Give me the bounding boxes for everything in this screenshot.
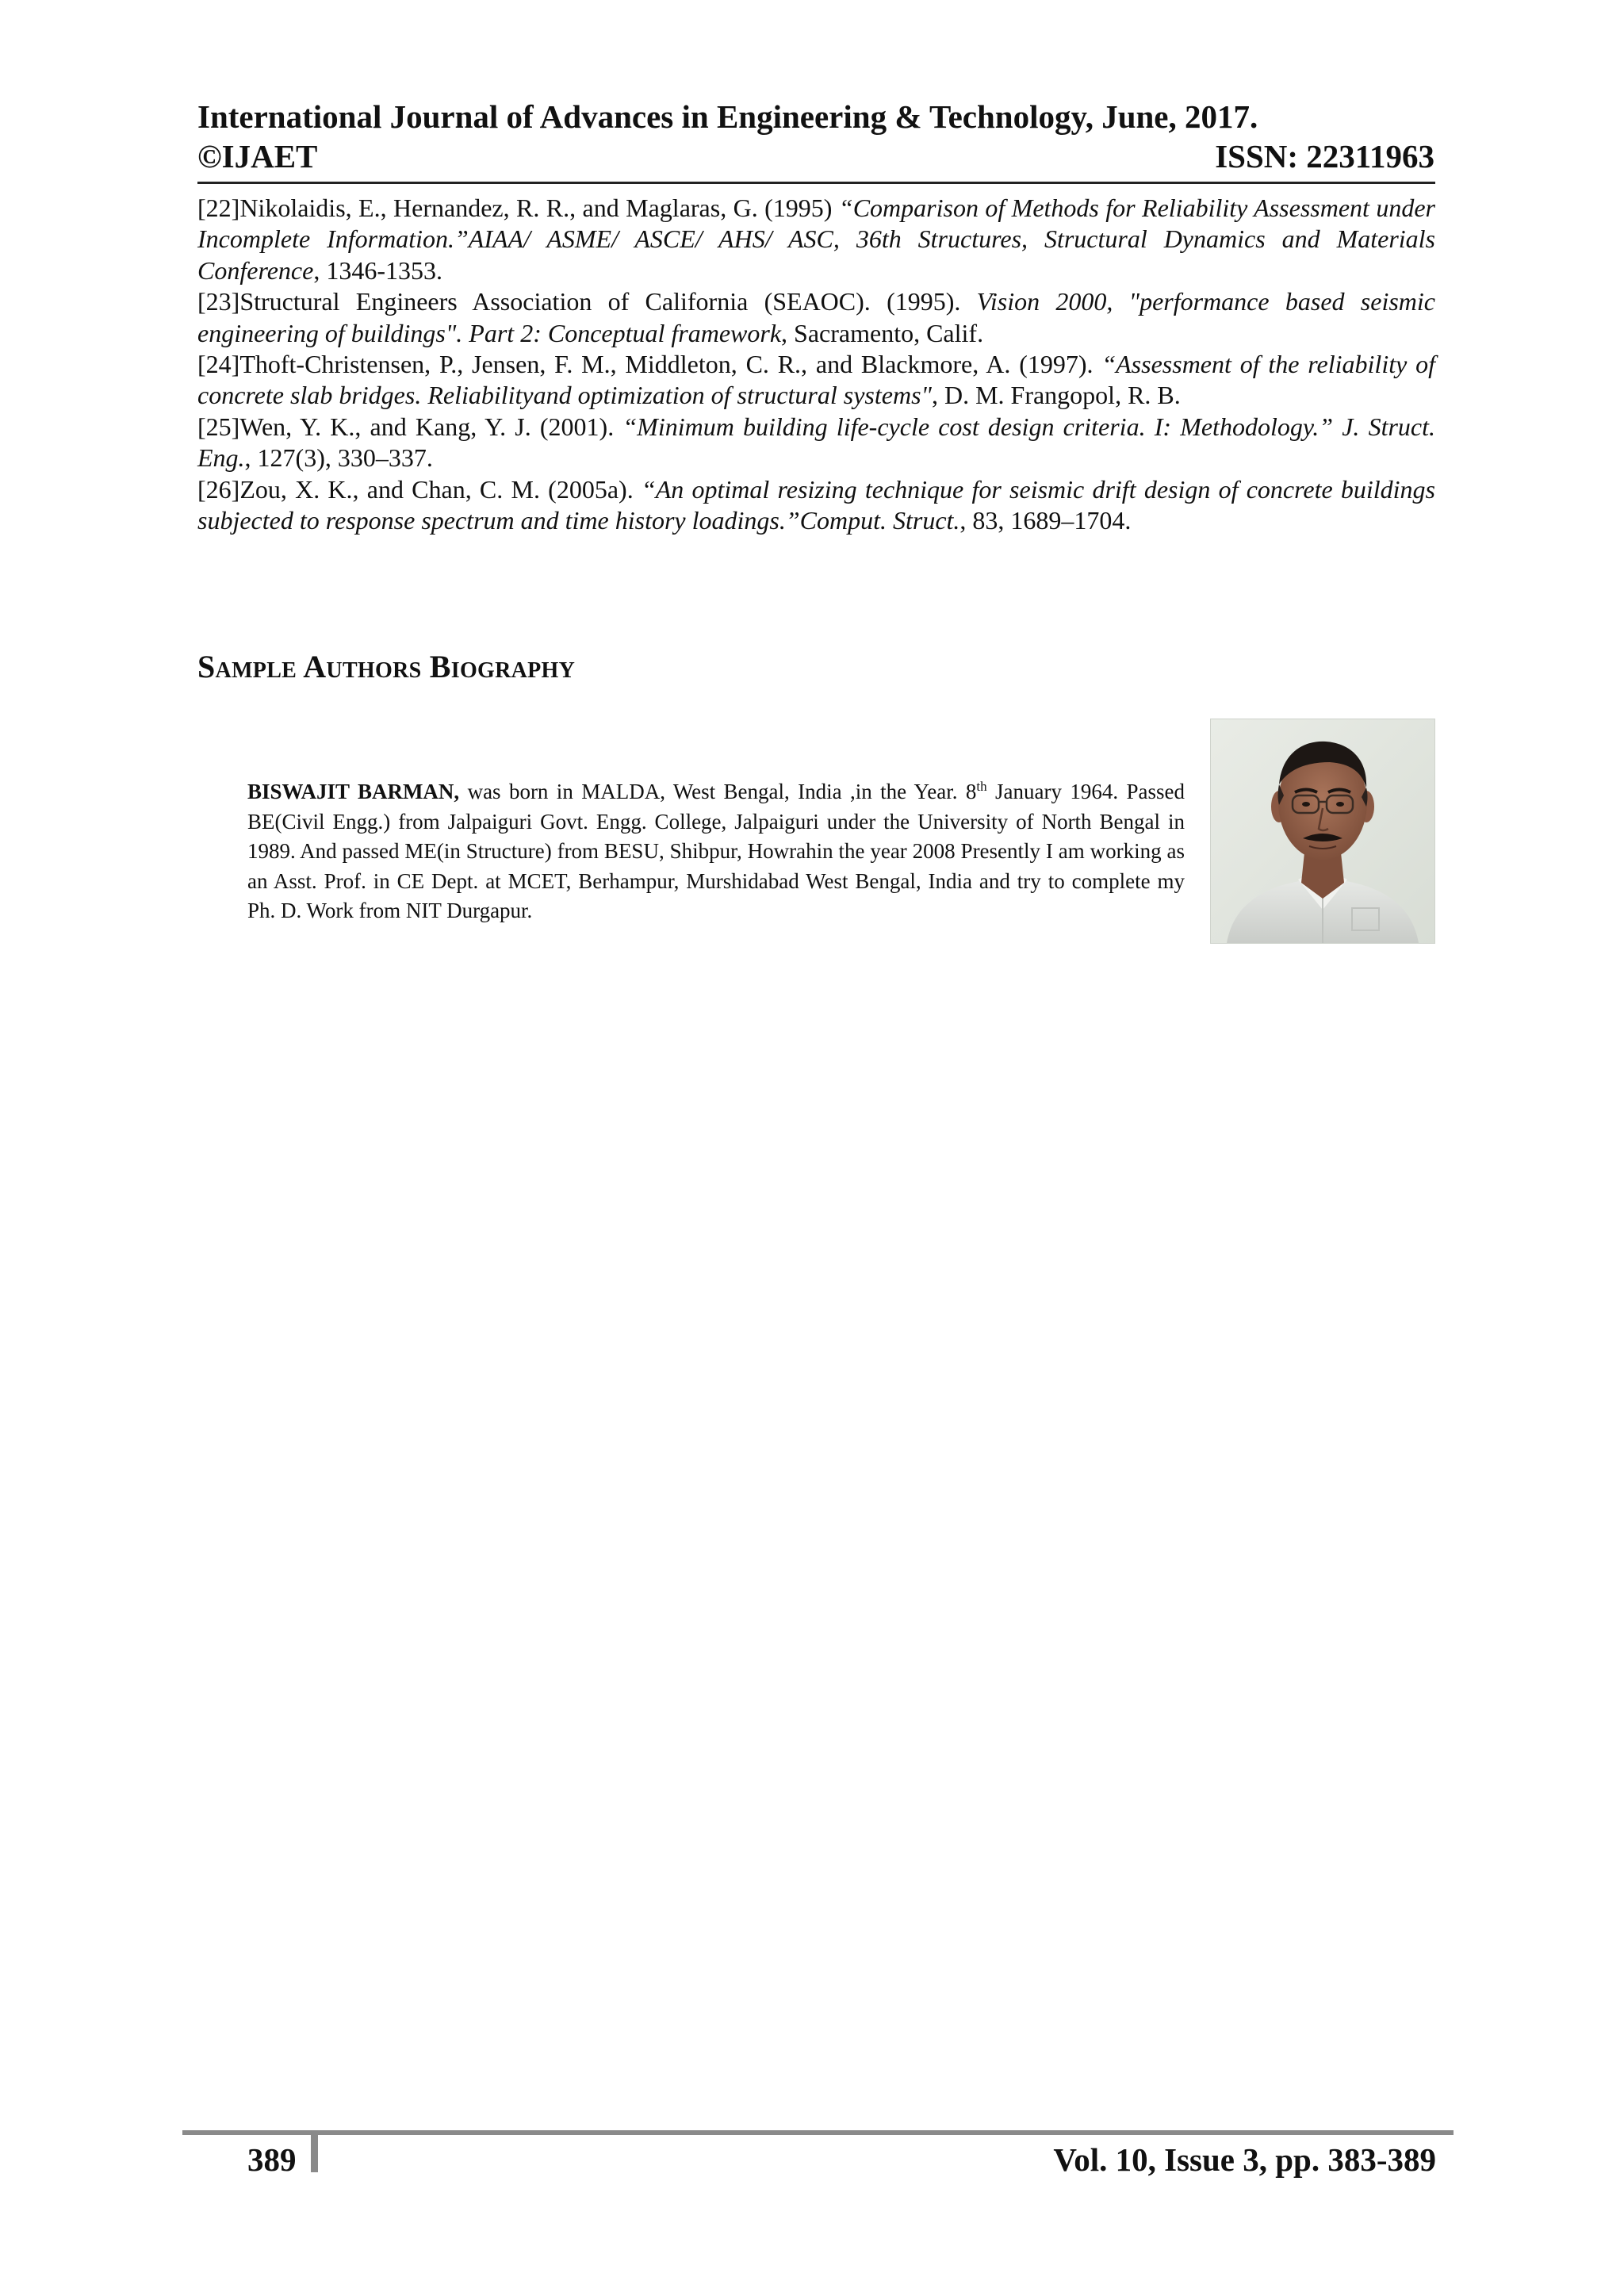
copyright-label: ©IJAET <box>197 138 318 174</box>
reference-details: , 127(3), 330–337. <box>244 443 433 473</box>
reference-title: “Assessment of the reliability of concrete slab bridges. Reliabilityand optimization of structural systems" <box>197 350 1435 410</box>
ordinal-suffix: th <box>976 779 987 794</box>
author-photo <box>1210 719 1435 944</box>
reference-list <box>197 193 1435 536</box>
reference-details: , 83, 1689–1704. <box>959 506 1132 535</box>
journal-title: International Journal of Advances in Engineering & Technology, June, 2017. <box>197 98 1258 135</box>
reference-authors: Zou, X. K., and Chan, C. M. (2005a). <box>239 474 642 504</box>
author-biography <box>247 777 1185 926</box>
reference-item <box>197 193 1435 286</box>
reference-number: [26] <box>197 474 240 504</box>
reference-item <box>197 286 1435 349</box>
reference-title: “An optimal resizing technique for seismic drift design of concrete buildings subjected to response spectrum and time history loadings.”Comput. Struct. <box>197 474 1436 535</box>
reference-number: [22] <box>197 194 240 222</box>
author-name: BISWAJIT BARMAN, <box>247 780 460 803</box>
section-heading: Sample Authors Biography <box>197 649 576 684</box>
reference-details: , 1346-1353. <box>313 255 442 285</box>
biography-text-continued: January 1964. Passed BE(Civil Engg.) from Jalpaiguri Govt. Engg. College, Jalpaiguri under the University of North Bengal in 1989. And passed ME(in Structure) from BESU, Shibpur, Howrahin the year 2008 Presently I am working as an Asst. Prof. in CE Dept. at MCET, Berhampur, Murshidabad West Bengal, India and try to complete my Ph. D. Work from NIT Durgapur. <box>247 780 1185 922</box>
footer-divider <box>182 2130 1454 2135</box>
header-copyright-row <box>197 136 1434 176</box>
reference-item <box>197 474 1435 537</box>
reference-title: “Comparison of Methods for Reliability Assessment under Incomplete Information.”AIAA/ ASME/ ASCE/ AHS/ ASC, 36th Structures, Structural Dynamics and Materials Conference <box>197 194 1436 285</box>
volume-info: Vol. 10, Issue 3, pp. 383-389 <box>1053 2141 1436 2178</box>
reference-details: , Sacramento, Calif. <box>781 318 984 347</box>
page-number: 389 <box>247 2141 297 2178</box>
reference-number: [24] <box>197 350 240 379</box>
reference-title: “Minimum building life-cycle cost design criteria. I: Methodology.” J. Struct. Eng. <box>197 412 1436 473</box>
reference-title: Vision 2000, "performance based seismic engineering of buildings". Part 2: Conceptual framework <box>197 287 1436 347</box>
footer-separator-bar <box>311 2133 318 2172</box>
reference-authors: Wen, Y. K., and Kang, Y. J. (2001). <box>239 412 623 441</box>
reference-number: [23] <box>197 287 240 316</box>
header-divider <box>197 182 1435 184</box>
reference-item <box>197 349 1435 412</box>
reference-number: [25] <box>197 412 240 441</box>
biography-text: was born in MALDA, West Bengal, India ,in the Year. 8 <box>459 780 977 803</box>
reference-item <box>197 412 1435 474</box>
reference-authors: Structural Engineers Association of California (SEAOC). (1995). <box>239 287 977 316</box>
reference-details: , D. M. Frangopol, R. B. <box>931 381 1181 410</box>
reference-authors: Nikolaidis, E., Hernandez, R. R., and Maglaras, G. (1995) <box>239 194 839 222</box>
running-header <box>197 97 1434 176</box>
issn-label: ISSN: 22311963 <box>1215 138 1434 174</box>
reference-authors: Thoft-Christensen, P., Jensen, F. M., Middleton, C. R., and Blackmore, A. (1997). <box>239 350 1102 379</box>
